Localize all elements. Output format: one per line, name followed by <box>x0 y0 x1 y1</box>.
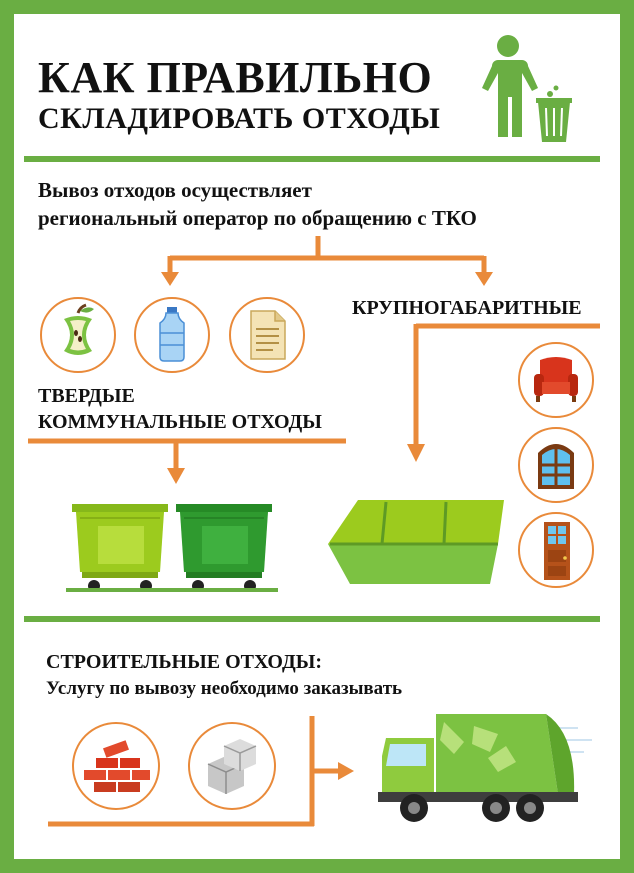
solid-waste-label-line2: КОММУНАЛЬНЫЕ ОТХОДЫ <box>38 411 322 433</box>
construction-waste-label: СТРОИТЕЛЬНЫЕ ОТХОДЫ: <box>46 651 323 673</box>
intro-line2: региональный оператор по обращению с ТКО <box>38 206 477 230</box>
page-title-line2: СКЛАДИРОВАТЬ ОТХОДЫ <box>38 102 441 135</box>
page-title-line1: КАК ПРАВИЛЬНО <box>38 53 433 102</box>
solid-waste-label-line1: ТВЕРДЫЕ <box>38 385 135 407</box>
intro-line1: Вывоз отходов осуществляет <box>38 178 312 202</box>
garbage-truck-icon <box>378 708 600 832</box>
construction-waste-note: Услугу по вывозу необходимо заказывать <box>46 678 403 699</box>
bulky-waste-label: КРУПНОГАБАРИТНЫЕ <box>352 297 582 319</box>
